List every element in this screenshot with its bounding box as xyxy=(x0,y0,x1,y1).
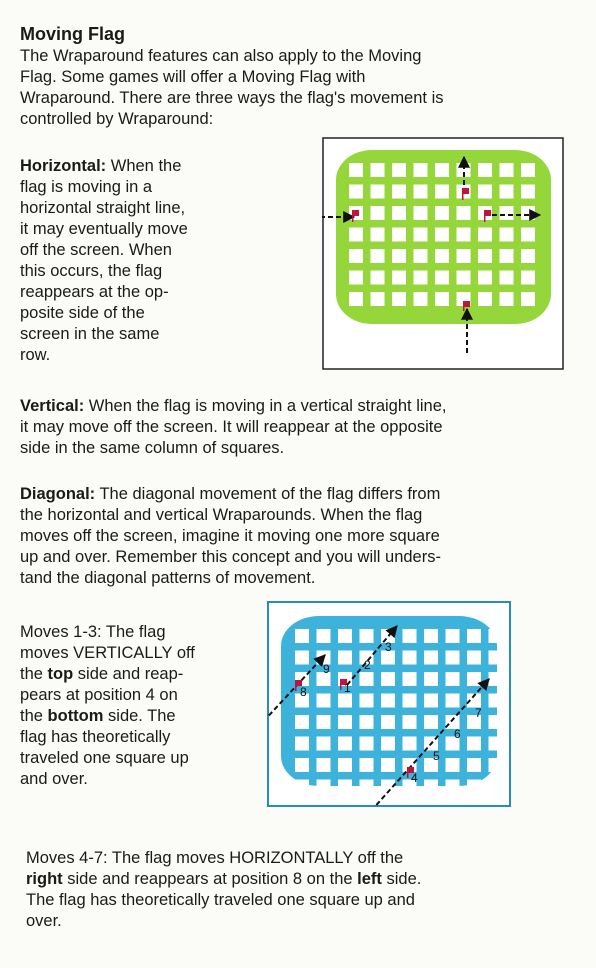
position-label: 4 xyxy=(411,771,418,785)
grid-square xyxy=(478,292,492,306)
grid-square xyxy=(349,249,363,263)
grid-square xyxy=(467,780,481,794)
grid-square xyxy=(338,715,352,729)
moves13-line: the bottom side. The xyxy=(20,707,176,725)
grid-square xyxy=(446,651,460,665)
grid-square xyxy=(360,694,374,708)
grid-square xyxy=(381,694,395,708)
grid-square xyxy=(295,629,309,643)
grid-square xyxy=(446,629,460,643)
grid-square xyxy=(489,651,503,665)
grid-square xyxy=(338,651,352,665)
grid-square xyxy=(489,715,503,729)
grid-square xyxy=(500,206,514,220)
vertical-first-text: When the flag is moving in a vertical straight line, xyxy=(84,397,447,415)
horizontal-line: flag is moving in a xyxy=(20,178,153,196)
grid-square xyxy=(521,271,535,285)
left-emphasis: left xyxy=(357,870,382,888)
position-label: 1 xyxy=(344,681,351,695)
grid-square xyxy=(414,163,428,177)
horizontal-first-text: When the xyxy=(106,157,182,175)
grid-square xyxy=(446,780,460,794)
grid-square xyxy=(317,715,331,729)
grid-square xyxy=(489,758,503,772)
grid-square xyxy=(446,672,460,686)
grid-square xyxy=(457,206,471,220)
grid-square xyxy=(349,271,363,285)
grid-square xyxy=(435,271,449,285)
moves47-line: over. xyxy=(26,912,62,930)
grid-square xyxy=(478,249,492,263)
grid-square xyxy=(424,694,438,708)
diagonal-line: moves off the screen, imagine it moving one more square xyxy=(20,527,440,545)
grid-square xyxy=(500,271,514,285)
moves13-line: the top side and reap- xyxy=(20,665,184,683)
grid-square xyxy=(403,737,417,751)
grid-square xyxy=(467,651,481,665)
grid-square xyxy=(392,228,406,242)
grid-square xyxy=(521,292,535,306)
intro-line: controlled by Wraparound: xyxy=(20,110,214,128)
position-label: 8 xyxy=(300,685,307,699)
grid-square xyxy=(457,271,471,285)
grid-square xyxy=(424,672,438,686)
moves13-line: and over. xyxy=(20,770,88,788)
grid-square xyxy=(467,737,481,751)
grid-square xyxy=(360,629,374,643)
grid-square xyxy=(521,163,535,177)
grid-square xyxy=(392,249,406,263)
intro-paragraph xyxy=(20,46,580,130)
grid-square xyxy=(392,206,406,220)
grid-square xyxy=(435,185,449,199)
grid-square xyxy=(489,737,503,751)
grid-square xyxy=(360,672,374,686)
grid-square xyxy=(317,780,331,794)
grid-square xyxy=(349,292,363,306)
diagonal-line: up and over. Remember this concept and you will unders- xyxy=(20,548,441,566)
grid-square xyxy=(424,629,438,643)
horizontal-wrap-diagram xyxy=(322,137,564,370)
grid-square xyxy=(414,206,428,220)
grid-square xyxy=(392,163,406,177)
grid-square xyxy=(317,629,331,643)
grid-square xyxy=(371,163,385,177)
grid-square xyxy=(424,651,438,665)
grid-square xyxy=(403,629,417,643)
grid-square xyxy=(478,163,492,177)
grid-square xyxy=(403,694,417,708)
position-label: 7 xyxy=(475,706,482,720)
grid-square xyxy=(521,206,535,220)
horizontal-line: this occurs, the flag xyxy=(20,262,163,280)
grid-square xyxy=(478,271,492,285)
section-heading: Moving Flag xyxy=(20,24,125,44)
grid-square xyxy=(381,715,395,729)
grid-square xyxy=(392,271,406,285)
grid-square xyxy=(360,715,374,729)
grid-square xyxy=(467,758,481,772)
grid-square xyxy=(489,780,503,794)
diagonal-first-text: The diagonal movement of the flag differs from xyxy=(95,485,441,503)
moves13-line: Moves 1-3: The flag xyxy=(20,623,166,641)
grid-square xyxy=(435,206,449,220)
grid-square xyxy=(403,651,417,665)
grid-square xyxy=(295,737,309,751)
moves13-line: flag has theoretically xyxy=(20,728,171,746)
horizontal-line: reappears at the op- xyxy=(20,283,169,301)
grid-square xyxy=(446,758,460,772)
grid-square xyxy=(489,672,503,686)
grid-square xyxy=(478,185,492,199)
vertical-paragraph xyxy=(20,396,580,459)
grid-square xyxy=(424,715,438,729)
grid-square xyxy=(414,292,428,306)
vertical-first-line xyxy=(20,396,580,417)
horizontal-line: posite side of the xyxy=(20,304,145,322)
diagonal-line: the horizontal and vertical Wraparounds. When the flag xyxy=(20,506,423,524)
moves13-line: pears at position 4 on xyxy=(20,686,178,704)
moves13-line: moves VERTICALLY off xyxy=(20,644,195,662)
horizontal-first-line xyxy=(20,156,230,177)
horizontal-line: screen in the same xyxy=(20,325,160,343)
grid-square xyxy=(521,228,535,242)
horizontal-line: it may eventually move xyxy=(20,220,188,238)
grid-square xyxy=(435,249,449,263)
intro-line: Flag. Some games will offer a Moving Flag with xyxy=(20,68,366,86)
grid-square xyxy=(381,737,395,751)
grid-square xyxy=(457,228,471,242)
grid-square xyxy=(295,651,309,665)
grid-square xyxy=(403,715,417,729)
grid-square xyxy=(414,271,428,285)
grid-square xyxy=(338,737,352,751)
grid-square xyxy=(317,758,331,772)
moves-4-7-paragraph xyxy=(26,848,566,932)
grid-square xyxy=(435,292,449,306)
grid-square xyxy=(349,228,363,242)
moves47-line: right side and reappears at position 8 on the left side. xyxy=(26,870,422,888)
grid-square xyxy=(295,780,309,794)
grid-square xyxy=(489,629,503,643)
grid-square xyxy=(414,228,428,242)
grid-square xyxy=(392,185,406,199)
horizontal-line: horizontal straight line, xyxy=(20,199,186,217)
grid-square xyxy=(295,758,309,772)
grid-square xyxy=(424,780,438,794)
grid-square xyxy=(338,694,352,708)
grid-square xyxy=(467,629,481,643)
grid-square xyxy=(360,780,374,794)
grid-square xyxy=(371,249,385,263)
grid-square xyxy=(360,758,374,772)
horizontal-label: Horizontal: xyxy=(20,157,107,175)
grid-square xyxy=(435,163,449,177)
position-label: 9 xyxy=(323,662,330,676)
position-label: 6 xyxy=(454,727,461,741)
grid-square xyxy=(371,292,385,306)
diagonal-paragraph xyxy=(20,484,585,589)
grid-square xyxy=(295,715,309,729)
grid-square xyxy=(349,185,363,199)
grid-square xyxy=(381,672,395,686)
grid-square xyxy=(317,694,331,708)
right-emphasis: right xyxy=(26,870,63,888)
grid-square xyxy=(500,185,514,199)
grid-square xyxy=(371,271,385,285)
grid-square xyxy=(371,206,385,220)
grid-square xyxy=(414,185,428,199)
diagonal-wrap-diagram xyxy=(267,601,511,807)
grid-square xyxy=(403,672,417,686)
vertical-line: it may move off the screen. It will reappear at the opposite xyxy=(20,418,443,436)
top-emphasis: top xyxy=(47,665,74,683)
intro-line: The Wraparound features can also apply to the Moving xyxy=(20,47,422,65)
diagonal-line: tand the diagonal patterns of movement. xyxy=(20,569,316,587)
grid-square xyxy=(467,672,481,686)
position-label: 5 xyxy=(433,749,440,763)
grid-square xyxy=(338,629,352,643)
moves13-line: traveled one square up xyxy=(20,749,189,767)
grid-square xyxy=(521,249,535,263)
vertical-line: side in the same column of squares. xyxy=(20,439,285,457)
horizontal-line: row. xyxy=(20,346,51,364)
grid-square xyxy=(414,249,428,263)
grid-square xyxy=(349,163,363,177)
position-label: 2 xyxy=(364,658,371,672)
grid-square xyxy=(500,249,514,263)
grid-square xyxy=(381,758,395,772)
diagonal-first-line xyxy=(20,484,585,505)
grid-square xyxy=(371,228,385,242)
horizontal-line: off the screen. When xyxy=(20,241,172,259)
grid-square xyxy=(360,737,374,751)
grid-square xyxy=(338,758,352,772)
grid-square xyxy=(521,185,535,199)
grid-square xyxy=(478,228,492,242)
position-label: 3 xyxy=(385,640,392,654)
moves47-line: The flag has theoretically traveled one square up and xyxy=(26,891,415,909)
moves-1-3-paragraph xyxy=(20,622,240,790)
horizontal-paragraph xyxy=(20,156,230,366)
grid-square xyxy=(392,292,406,306)
grid-square xyxy=(500,228,514,242)
grid-square xyxy=(500,163,514,177)
grid-square xyxy=(317,737,331,751)
bottom-emphasis: bottom xyxy=(47,707,104,725)
vertical-label: Vertical: xyxy=(20,397,85,415)
intro-line: Wraparound. There are three ways the flag's movement is xyxy=(20,89,444,107)
diagonal-label: Diagonal: xyxy=(20,485,96,503)
grid-square xyxy=(435,228,449,242)
moves47-line: Moves 4-7: The flag moves HORIZONTALLY off the xyxy=(26,849,404,867)
grid-square xyxy=(338,780,352,794)
grid-square xyxy=(457,249,471,263)
grid-square xyxy=(500,292,514,306)
grid-square xyxy=(446,694,460,708)
grid-square xyxy=(489,694,503,708)
grid-square xyxy=(371,185,385,199)
